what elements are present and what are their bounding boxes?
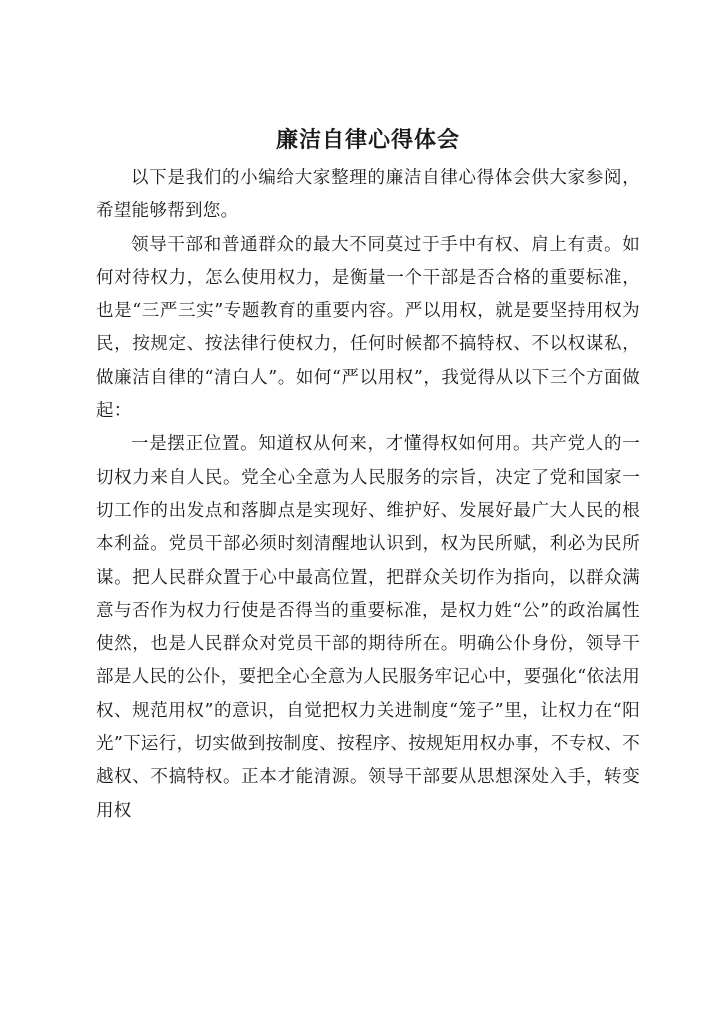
document-page [96, 118, 640, 828]
paragraph-intro: 以下是我们的小编给大家整理的廉洁自律心得体会供大家参阅，希望能够帮到您。 [96, 168, 640, 222]
paragraph-power: 领导干部和普通群众的最大不同莫过于手中有权、肩上有责。如何对待权力，怎么使用权力，是衡量一个干部是否合格的重要标准，也是“三严三实”专题教育的重要内容。严以用权，就是要坚持用权为民，按规定、按法律行使权力，任何时候都不搞特权、不以权谋私，做廉洁自律的“清白人”。如何“严以用权”，我觉得从以下三个方面做起： [96, 234, 640, 422]
document-title: 廉洁自律心得体会 [275, 127, 460, 153]
paragraph-position: 一是摆正位置。知道权从何来，才懂得权如何用。共产党人的一切权力来自人民。党全心全意为人民服务的宗旨，决定了党和国家一切工作的出发点和落脚点是实现好、维护好、发展好最广大人民的根本利益。党员干部必须时刻清醒地认识到，权为民所赋，利必为民所谋。把人民群众置于心中最高位置，把群众关切作为指向，以群众满意与否作为权力行使是否得当的重要标准，是权力姓“公”的政治属性使然，也是人民群众对党员干部的期待所在。明确公仆身份，领导干部是人民的公仆，要把全心全意为人民服务牢记心中，要强化“依法用权、规范用权”的意识，自觉把权力关进制度“笼子”里，让权力在“阳光”下运行，切实做到按制度、按程序、按规矩用权办事，不专权、不越权、不搞特权。正本才能清源。领导干部要从思想深处入手，转变用权 [96, 434, 640, 821]
